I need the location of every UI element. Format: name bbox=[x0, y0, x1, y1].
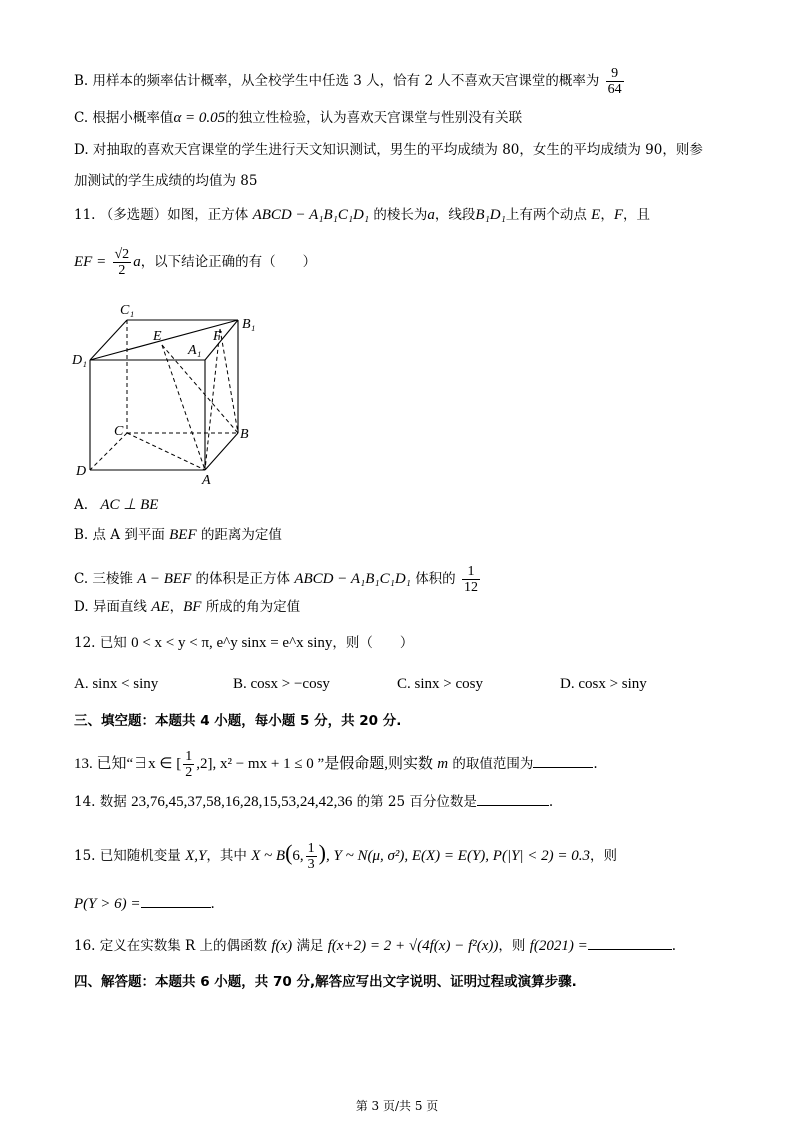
q10-option-b-fraction: $\frac{9}{64}$ bbox=[607, 66, 622, 97]
page-number: 第 3 页/共 5 页 bbox=[355, 1099, 439, 1113]
label-e: E bbox=[153, 329, 162, 344]
label-c1: C₁ bbox=[120, 303, 135, 318]
q16: 16. 定义在实数集 R 上的偶函数 f(x) 满足 f(x+2) = 2 + √(4f(x) − f²(x))，则 f(2021) = . bbox=[74, 935, 676, 956]
q14: 14. 数据 23,76,45,37,58,16,28,15,53,24,42,36 的第 25 百分位数是 . bbox=[74, 791, 553, 812]
section-4-heading: 四、解答题：本题共 6 小题，共 70 分,解答应写出文字说明、证明过程或演算步骤. bbox=[74, 974, 577, 990]
q11-option-c: C. 三棱锥 A − BEF 的体积是正方体 ABCD − A₁B₁C₁D₁ 体积的 $\frac{1}{12}$ bbox=[74, 564, 478, 595]
cube-figure bbox=[70, 298, 270, 488]
q11-ef-fraction: $\frac{√2}{2}$ bbox=[114, 247, 130, 278]
q13: 13. 已知“∃x ∈ [ $\frac{1}{2}$ ,2], x² − mx + 1 ≤ 0 ”是假命题,则实数 m 的取值范围为 . bbox=[74, 749, 598, 780]
q11-option-d: D. 异面直线 AE，BF 所成的角为定值 bbox=[74, 599, 301, 615]
q12-option-c: C. sinx > cosy bbox=[397, 676, 483, 692]
q16-answer-blank[interactable] bbox=[588, 935, 672, 950]
label-d: D bbox=[76, 464, 87, 479]
q15-ask: P(Y > 6) = . bbox=[74, 893, 215, 914]
q12-option-a: A. sinx < siny bbox=[74, 676, 159, 692]
q12-stem: 12. 已知 0 < x < y < π, e^y sinx = e^x siny，则（ ） bbox=[74, 635, 414, 651]
label-c: C bbox=[114, 424, 124, 439]
q10-option-d-line2: 加测试的学生成绩的均值为 85 bbox=[74, 173, 258, 189]
q10-option-d-line1: D. 对抽取的喜欢天宫课堂的学生进行天文知识测试，男生的平均成绩为 80，女生的平均成绩为 90，则参 bbox=[74, 142, 703, 158]
label-d1: D₁ bbox=[72, 353, 87, 368]
q10-option-c: C. 根据小概率值α = 0.05的独立性检验，认为喜欢天宫课堂与性别没有关联 bbox=[74, 110, 523, 126]
label-b: B bbox=[240, 427, 249, 442]
label-a: A bbox=[202, 473, 211, 488]
q15-stem: 15. 已知随机变量 X,Y，其中 X ~ B(6, $\frac{1}{3}$ ), Y ~ N(μ, σ²), E(X) = E(Y), P(|Y| < 2) = 0.3，则 bbox=[74, 840, 618, 872]
q11-option-a: A. AC ⊥ BE bbox=[74, 497, 159, 513]
q11-stem: 11. （多选题）如图，正方体 ABCD − A₁B₁C₁D₁ 的棱长为a，线段B₁D₁上有两个动点 E，F，且 bbox=[74, 207, 650, 223]
label-a1: A₁ bbox=[188, 343, 202, 358]
label-b1: B₁ bbox=[242, 317, 256, 332]
q11-option-b: B. 点 A 到平面 BEF 的距离为定值 bbox=[74, 527, 282, 543]
q15-fraction: $\frac{1}{3}$ bbox=[307, 841, 315, 872]
q13-answer-blank[interactable] bbox=[533, 753, 593, 768]
q11-ef-condition: EF = $\frac{√2}{2}$ a，以下结论正确的有（ ） bbox=[74, 247, 317, 278]
q15-answer-blank[interactable] bbox=[141, 893, 211, 908]
section-3-heading: 三、填空题：本题共 4 小题，每小题 5 分，共 20 分. bbox=[74, 713, 402, 729]
label-f: F bbox=[213, 329, 222, 344]
q13-fraction: $\frac{1}{2}$ bbox=[185, 749, 193, 780]
q12-option-d: D. cosx > siny bbox=[560, 676, 647, 692]
q14-answer-blank[interactable] bbox=[477, 791, 549, 806]
q12-option-b: B. cosx > −cosy bbox=[233, 676, 330, 692]
q11-option-c-fraction: $\frac{1}{12}$ bbox=[463, 564, 478, 595]
q10-option-b: B. 用样本的频率估计概率，从全校学生中任选 3 人，恰有 2 人不喜欢天宫课堂的概率为 $\frac{9}{64}$ bbox=[74, 66, 622, 97]
